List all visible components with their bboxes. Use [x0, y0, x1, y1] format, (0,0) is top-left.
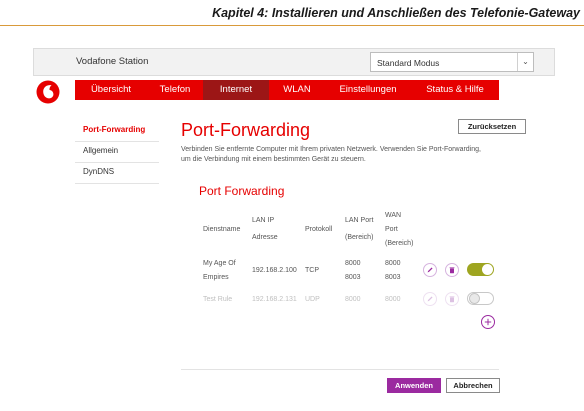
column-header-lan-port: [345, 215, 373, 243]
column-header-lan-port-line2: (Bereich): [345, 234, 374, 241]
reset-button[interactable]: Zurücksetzen: [458, 119, 526, 134]
brand-name: Vodafone Station: [76, 56, 149, 67]
rule-1-protocol: TCP: [305, 267, 319, 274]
tab-wlan[interactable]: WLAN: [283, 84, 311, 95]
edit-icon[interactable]: [423, 292, 437, 306]
rule-1-enabled-toggle[interactable]: [467, 263, 494, 276]
page-description: [181, 145, 521, 165]
description-line-2: um die Verbindung mit einem bestimmten Gerät zu steuern.: [181, 156, 366, 163]
document-header: [0, 0, 584, 30]
rule-2-service: Test Rule: [203, 296, 233, 303]
rule-1-service-line2: Empires: [203, 274, 229, 281]
delete-icon[interactable]: [445, 263, 459, 277]
rule-1-lan-ip: 192.168.2.100: [252, 267, 297, 274]
rule-1-wan-port-start: 8000: [385, 260, 401, 267]
rule-1-service-line1: My Age Of: [203, 260, 236, 267]
edit-pencil-glyph: [426, 266, 434, 274]
sidebar-item-allgemein[interactable]: Allgemein: [75, 142, 159, 163]
cancel-button[interactable]: Abbrechen: [446, 378, 500, 393]
tab-telefon[interactable]: Telefon: [159, 84, 191, 95]
rule-1-lan-port-end: 8003: [345, 274, 361, 281]
chevron-down-icon: ⌄: [517, 53, 533, 71]
tab-einstellungen[interactable]: Einstellungen: [339, 84, 397, 95]
tab-internet[interactable]: Internet: [203, 80, 269, 100]
edit-icon[interactable]: [423, 263, 437, 277]
column-header-lan-port-line1: LAN Port: [345, 217, 374, 224]
rule-2-wan-port: 8000: [385, 296, 401, 303]
column-header-lan-ip-line2: Adresse: [252, 234, 278, 241]
column-header-wan-port-line2: Port: [385, 226, 398, 233]
sidebar-item-port-forwarding[interactable]: Port-Forwarding: [75, 121, 159, 142]
tab-status-hilfe[interactable]: Status & Hilfe: [426, 84, 484, 95]
toggle-knob: [482, 264, 493, 275]
section-title: Port Forwarding: [199, 184, 285, 198]
column-header-wan-port: [385, 210, 413, 249]
column-header-lan-ip-line1: LAN IP: [252, 217, 275, 224]
rule-1-service: [203, 258, 236, 283]
rule-1-lan-port-start: 8000: [345, 260, 361, 267]
rule-2-lan-port: 8000: [345, 296, 361, 303]
column-header-protocol: Protokoll: [305, 226, 333, 233]
column-header-wan-port-line3: (Bereich): [385, 240, 414, 247]
rule-1-wan-port-end: 8003: [385, 274, 401, 281]
header-rule: [0, 25, 584, 26]
mode-select-value: Standard Modus: [377, 58, 440, 68]
delete-bin-glyph: [448, 295, 456, 303]
delete-bin-glyph: [448, 266, 456, 274]
add-icon: [484, 318, 492, 326]
delete-icon[interactable]: [445, 292, 459, 306]
description-line-1: Verbinden Sie entfernte Computer mit Ihrem privaten Netzwerk. Verwenden Sie Port-Forwarding,: [181, 146, 481, 153]
mode-select[interactable]: [370, 52, 534, 72]
rule-1-lan-port: [345, 258, 361, 283]
rule-1-wan-port: [385, 258, 401, 283]
rule-2-enabled-toggle[interactable]: [467, 292, 494, 305]
top-bar: [33, 48, 555, 76]
add-rule-button[interactable]: [481, 315, 495, 329]
tab-uebersicht[interactable]: Übersicht: [90, 84, 132, 95]
page-title: Port-Forwarding: [181, 120, 311, 140]
chapter-title: Kapitel 4: Installieren und Anschließen des Telefonie-Gateway: [212, 6, 580, 20]
footer-divider: [181, 369, 499, 370]
vodafone-logo[interactable]: [33, 79, 63, 105]
sidebar: [75, 121, 159, 184]
vodafone-logo-icon: [36, 80, 60, 104]
column-header-service: Dienstname: [203, 226, 241, 233]
apply-button[interactable]: Anwenden: [387, 378, 441, 393]
rule-2-protocol: UDP: [305, 296, 320, 303]
sidebar-item-dyndns[interactable]: DynDNS: [75, 163, 159, 184]
column-header-lan-ip: [252, 215, 278, 243]
column-header-wan-port-line1: WAN: [385, 212, 402, 219]
edit-pencil-glyph: [426, 295, 434, 303]
toggle-knob: [469, 293, 480, 304]
main-nav: [75, 80, 499, 100]
rule-2-lan-ip: 192.168.2.131: [252, 296, 297, 303]
